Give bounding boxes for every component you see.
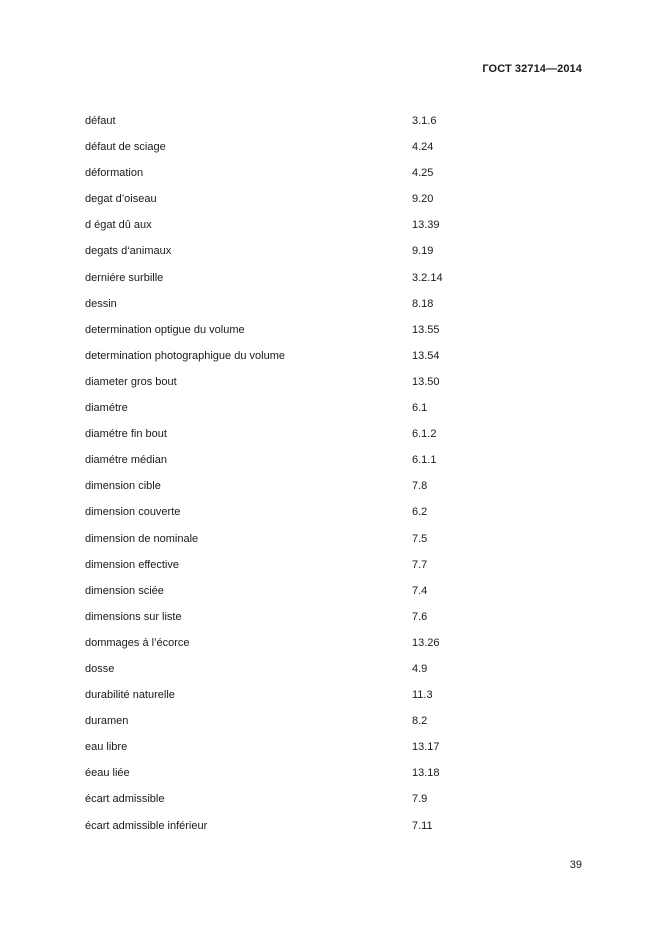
table-row [85,605,585,631]
term-text: d égat dû aux [85,219,152,232]
term-text: duramen [85,715,129,728]
table-row [85,814,585,840]
section-ref: 7.5 [412,532,428,545]
section-ref: 7.8 [412,480,428,493]
section-ref: 7.7 [412,558,428,571]
section-ref: 13.39 [412,219,440,232]
table-row [85,109,585,135]
section-ref: 7.6 [412,610,428,623]
table-row [85,735,585,761]
term-text: diamétre fin bout [85,428,167,441]
table-row [85,474,585,500]
section-ref: 8.2 [412,715,428,728]
term-text: durabilité naturelle [85,689,175,702]
table-row [85,761,585,787]
term-text: dommages á l’écorce [85,636,190,649]
term-text: diameter gros bout [85,375,177,388]
section-ref: 13.26 [412,636,440,649]
section-ref: 11.3 [412,689,433,702]
section-ref: 6.1 [412,402,428,415]
section-ref: 4.9 [412,662,428,675]
term-text: dimension de nominale [85,532,199,545]
table-row [85,370,585,396]
term-text: déformation [85,167,144,180]
table-row [85,239,585,265]
term-text: dimension cible [85,480,161,493]
term-text: diamétre [85,402,128,415]
term-text: dosse [85,662,115,675]
table-row [85,318,585,344]
section-ref: 9.19 [412,245,434,258]
term-text: dessin [85,297,117,310]
section-ref: 3.1.6 [412,115,437,127]
table-row [85,709,585,735]
section-ref: 6.1.1 [412,454,437,467]
table-row [85,396,585,422]
term-text: écart admissible inférieur [85,819,208,832]
section-ref: 8.18 [412,297,434,310]
section-ref: 4.24 [412,141,434,154]
table-row [85,553,585,579]
table-row [85,657,585,683]
term-text: éeau liée [85,767,130,780]
table-row [85,787,585,813]
term-text: diamétre médian [85,454,167,467]
term-text: derniére surbille [85,271,164,284]
section-ref: 7.11 [412,819,433,832]
section-ref: 4.25 [412,167,434,180]
term-index-table [85,109,585,840]
section-ref: 7.4 [412,584,428,597]
document-header: ГОСТ 32714—2014 [482,63,582,75]
table-row [85,135,585,161]
term-text: dimension effective [85,558,179,571]
term-text: défaut [85,115,116,127]
table-row [85,422,585,448]
section-ref: 3.2.14 [412,271,443,284]
table-row [85,213,585,239]
table-row [85,161,585,187]
page-number: 39 [569,859,582,871]
section-ref: 13.54 [412,349,440,362]
table-row [85,344,585,370]
section-ref: 13.17 [412,741,440,754]
table-row [85,579,585,605]
table-row [85,448,585,474]
section-ref: 6.1.2 [412,428,437,441]
section-ref: 13.50 [412,375,440,388]
section-ref: 7.9 [412,793,428,806]
term-text: degats d‘animaux [85,245,172,258]
table-row [85,266,585,292]
term-text: degat d’oiseau [85,193,157,206]
table-row [85,527,585,553]
table-row [85,500,585,526]
table-row [85,631,585,657]
section-ref: 9.20 [412,193,434,206]
section-ref: 6.2 [412,506,428,519]
term-text: écart admissible [85,793,165,806]
section-ref: 13.55 [412,323,440,336]
term-text: dimensions sur liste [85,610,182,623]
term-text: dimension couverte [85,506,181,519]
table-row [85,683,585,709]
table-row [85,292,585,318]
term-text: determination photographigue du volume [85,349,285,362]
section-ref: 13.18 [412,767,440,780]
table-row [85,187,585,213]
term-text: dimension sciée [85,584,164,597]
term-text: determination optigue du volume [85,323,245,336]
term-text: défaut de sciage [85,141,166,154]
term-text: eau libre [85,741,128,754]
